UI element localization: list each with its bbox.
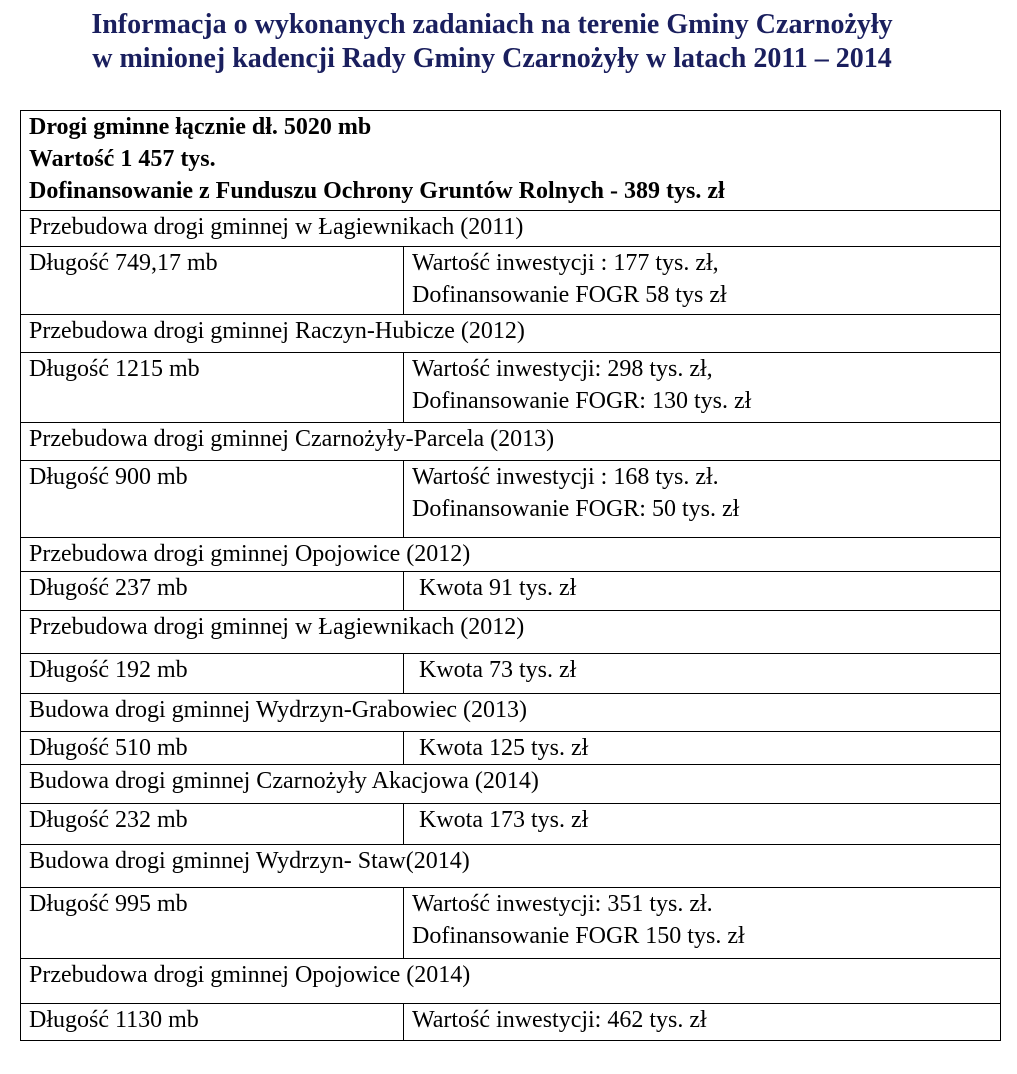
project-cofinancing: Dofinansowanie FOGR: 130 tys. zł bbox=[412, 388, 752, 414]
project-name: Przebudowa drogi gminnej Raczyn-Hubicze (2012) bbox=[21, 315, 1001, 353]
project-investment-value: Wartość inwestycji : 177 tys. zł, bbox=[412, 250, 719, 276]
project-details bbox=[404, 654, 1001, 694]
project-length: Długość 192 mb bbox=[21, 654, 404, 694]
projects-table bbox=[20, 110, 1001, 1041]
project-details bbox=[404, 461, 1001, 538]
project-length: Długość 1215 mb bbox=[21, 353, 404, 423]
project-name-row bbox=[21, 315, 1001, 353]
project-name-row bbox=[21, 765, 1001, 804]
project-amount: Kwota 125 tys. zł bbox=[419, 735, 589, 761]
project-length: Długość 510 mb bbox=[21, 732, 404, 765]
project-cofinancing: Dofinansowanie FOGR: 50 tys. zł bbox=[412, 496, 740, 522]
summary-cell bbox=[21, 111, 1001, 211]
project-investment-value: Wartość inwestycji: 351 tys. zł. bbox=[412, 891, 713, 917]
project-length: Długość 1130 mb bbox=[21, 1004, 404, 1041]
project-cofinancing: Dofinansowanie FOGR 58 tys zł bbox=[412, 282, 727, 308]
project-name-row bbox=[21, 538, 1001, 572]
project-detail-row bbox=[21, 572, 1001, 611]
project-name-row bbox=[21, 211, 1001, 247]
project-details bbox=[404, 572, 1001, 611]
project-investment-value: Wartość inwestycji: 462 tys. zł bbox=[412, 1007, 707, 1033]
project-name: Budowa drogi gminnej Wydrzyn-Grabowiec (2013) bbox=[21, 694, 1001, 732]
project-name: Przebudowa drogi gminnej Czarnożyły-Parcela (2013) bbox=[21, 423, 1001, 461]
project-detail-row bbox=[21, 461, 1001, 538]
project-length: Długość 749,17 mb bbox=[21, 247, 404, 315]
project-length: Długość 237 mb bbox=[21, 572, 404, 611]
project-name-row bbox=[21, 611, 1001, 654]
project-length: Długość 900 mb bbox=[21, 461, 404, 538]
summary-cofinancing: Dofinansowanie z Funduszu Ochrony Gruntów Rolnych - 389 tys. zł bbox=[29, 178, 725, 204]
project-detail-row bbox=[21, 1004, 1001, 1041]
project-name: Budowa drogi gminnej Czarnożyły Akacjowa (2014) bbox=[21, 765, 1001, 804]
project-amount: Kwota 173 tys. zł bbox=[419, 807, 589, 833]
summary-total-value: Wartość 1 457 tys. bbox=[29, 146, 216, 172]
project-details bbox=[404, 888, 1001, 959]
project-name: Przebudowa drogi gminnej Opojowice (2012) bbox=[21, 538, 1001, 572]
project-detail-row bbox=[21, 732, 1001, 765]
project-detail-row bbox=[21, 247, 1001, 315]
project-details bbox=[404, 732, 1001, 765]
project-amount: Kwota 91 tys. zł bbox=[419, 575, 577, 601]
project-detail-row bbox=[21, 888, 1001, 959]
project-name: Budowa drogi gminnej Wydrzyn- Staw(2014) bbox=[21, 845, 1001, 888]
summary-row bbox=[21, 111, 1001, 211]
project-details bbox=[404, 247, 1001, 315]
project-name: Przebudowa drogi gminnej w Łagiewnikach (2012) bbox=[21, 611, 1001, 654]
project-detail-row bbox=[21, 804, 1001, 845]
project-details bbox=[404, 1004, 1001, 1041]
title-line-2: w minionej kadencji Rady Gminy Czarnożyły w latach 2011 – 2014 bbox=[92, 43, 892, 74]
project-name-row bbox=[21, 959, 1001, 1004]
project-amount: Kwota 73 tys. zł bbox=[419, 657, 577, 683]
project-cofinancing: Dofinansowanie FOGR 150 tys. zł bbox=[412, 923, 745, 949]
project-name-row bbox=[21, 423, 1001, 461]
project-name: Przebudowa drogi gminnej Opojowice (2014) bbox=[21, 959, 1001, 1004]
project-name-row bbox=[21, 845, 1001, 888]
project-length: Długość 995 mb bbox=[21, 888, 404, 959]
project-investment-value: Wartość inwestycji : 168 tys. zł. bbox=[412, 464, 719, 490]
project-details bbox=[404, 804, 1001, 845]
title-line-1: Informacja o wykonanych zadaniach na terenie Gminy Czarnożyły bbox=[91, 9, 893, 40]
project-name-row bbox=[21, 694, 1001, 732]
project-detail-row bbox=[21, 654, 1001, 694]
project-investment-value: Wartość inwestycji: 298 tys. zł, bbox=[412, 356, 713, 382]
project-name: Przebudowa drogi gminnej w Łagiewnikach (2011) bbox=[21, 211, 1001, 247]
document-title bbox=[0, 8, 984, 76]
project-details bbox=[404, 353, 1001, 423]
project-length: Długość 232 mb bbox=[21, 804, 404, 845]
project-detail-row bbox=[21, 353, 1001, 423]
summary-total-length: Drogi gminne łącznie dł. 5020 mb bbox=[29, 114, 372, 140]
